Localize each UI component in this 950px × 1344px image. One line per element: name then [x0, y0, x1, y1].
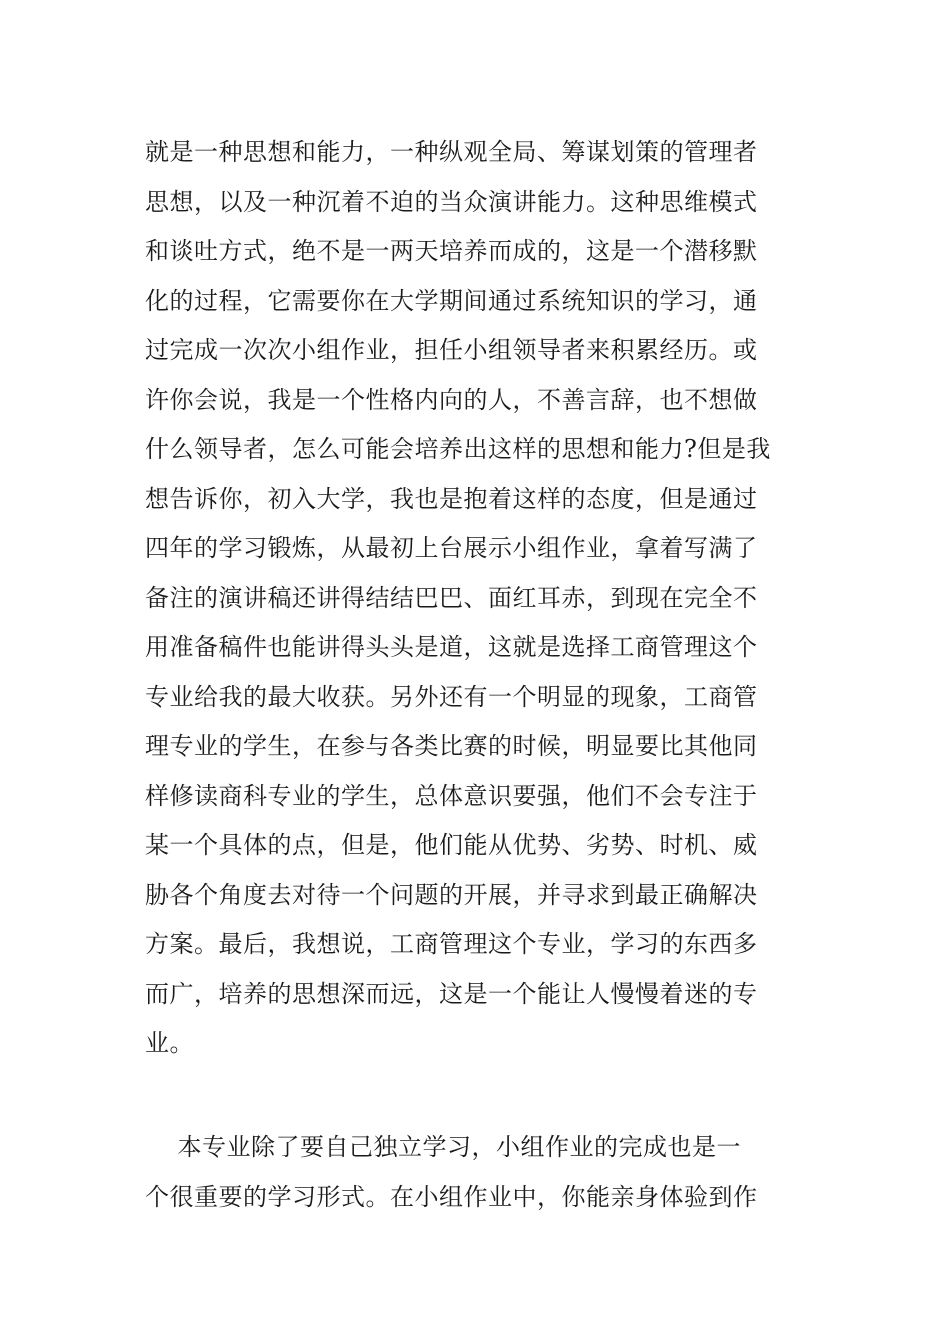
- text-line: 理专业的学生，在参与各类比赛的时候，明显要比其他同: [145, 732, 758, 760]
- text-line: 本专业除了要自己独立学习，小组作业的完成也是一: [145, 1133, 742, 1161]
- text-line: 就是一种思想和能力，一种纵观全局、筹谋划策的管理者: [145, 138, 758, 166]
- text-line: 备注的演讲稿还讲得结结巴巴、面红耳赤，到现在完全不: [145, 583, 758, 612]
- text-line: 什么领导者，怎么可能会培养出这样的思想和能力?但是我: [145, 435, 771, 463]
- text-line: 样修读商科专业的学生，总体意识要强，他们不会专注于: [145, 781, 758, 810]
- text-line: 化的过程，它需要你在大学期间通过系统知识的学习，通: [145, 286, 758, 315]
- text-line: 而广，培养的思想深而远，这是一个能让人慢慢着迷的专: [145, 979, 758, 1008]
- text-line: 想告诉你，初入大学，我也是抱着这样的态度，但是通过: [145, 484, 758, 513]
- text-line: 思想，以及一种沉着不迫的当众演讲能力。这种思维模式: [145, 187, 758, 216]
- text-line: 个很重要的学习形式。在小组作业中，你能亲身体验到作: [145, 1182, 758, 1211]
- text-line: 四年的学习锻炼，从最初上台展示小组作业，拿着写满了: [145, 534, 758, 562]
- paragraph-2: [145, 1123, 805, 1222]
- text-line: 用准备稿件也能讲得头头是道，这就是选择工商管理这个: [145, 633, 758, 661]
- text-line: 某一个具体的点，但是，他们能从优势、劣势、时机、威: [145, 831, 758, 859]
- text-line: 过完成一次次小组作业，担任小组领导者来积累经历。或: [145, 336, 758, 364]
- text-line: 业。: [145, 1029, 194, 1057]
- text-line: 胁各个角度去对待一个问题的开展，并寻求到最正确解决: [145, 880, 758, 909]
- text-line: 和谈吐方式，绝不是一两天培养而成的，这是一个潜移默: [145, 237, 758, 265]
- paragraph-1: [145, 128, 805, 1069]
- text-line: 许你会说，我是一个性格内向的人，不善言辞，也不想做: [145, 385, 758, 414]
- text-line: 专业给我的最大收获。另外还有一个明显的现象，工商管: [145, 682, 758, 711]
- text-line: 方案。最后，我想说，工商管理这个专业，学习的东西多: [145, 930, 758, 958]
